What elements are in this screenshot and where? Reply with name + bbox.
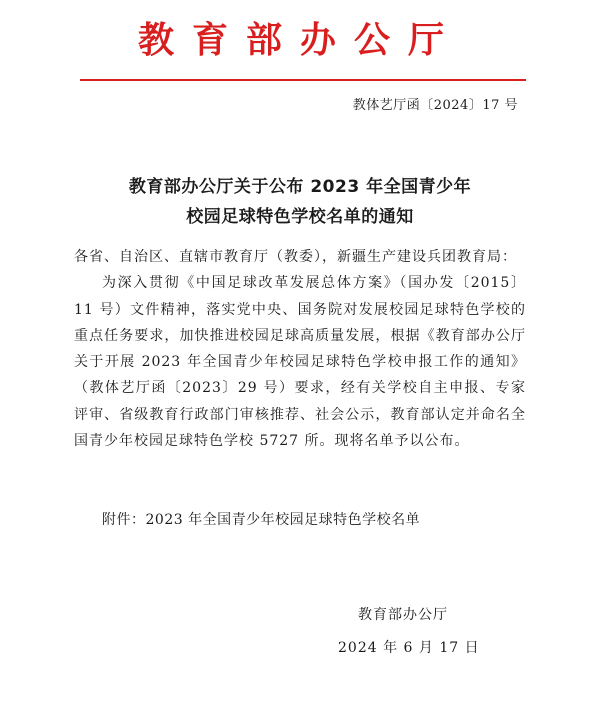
document-number: 教体艺厅函〔2024〕17 号 [352, 98, 518, 113]
title-line-2: 校园足球特色学校名单的通知 [186, 207, 414, 227]
issuer-header: 教育部办公厅 [137, 20, 462, 61]
document-title [0, 172, 600, 232]
signature-date: 2024 年 6 月 17 日 [338, 640, 480, 656]
red-divider-rule [80, 79, 526, 81]
body-paragraph: 为深入贯彻《中国足球改革发展总体方案》（国办发〔2015〕11 号）文件精神，落实党中央、国务院对发展校园足球特色学校的重点任务要求，加快推进校园足球高质量发展，根据《教育部办公厅关于开展 2023 年全国青少年校园足球特色学校申报工作的通知》（教体艺厅函〔2023〕29 号）要求，经有关学校自主申报、专家评审、省级教育行政部门审核推荐、社会公示，教育部认定并命名全国青少年校园足球特色学校 5727 所。现将名单予以公布。 [74, 275, 526, 450]
salutation: 各省、自治区、直辖市教育厅（教委），新疆生产建设兵团教育局： [74, 249, 517, 265]
title-line-1: 教育部办公厅关于公布 2023 年全国青少年 [128, 177, 472, 197]
attachment-line: 附件：2023 年全国青少年校园足球特色学校名单 [102, 512, 421, 528]
signature-org: 教育部办公厅 [358, 607, 448, 623]
document-body [74, 244, 526, 454]
